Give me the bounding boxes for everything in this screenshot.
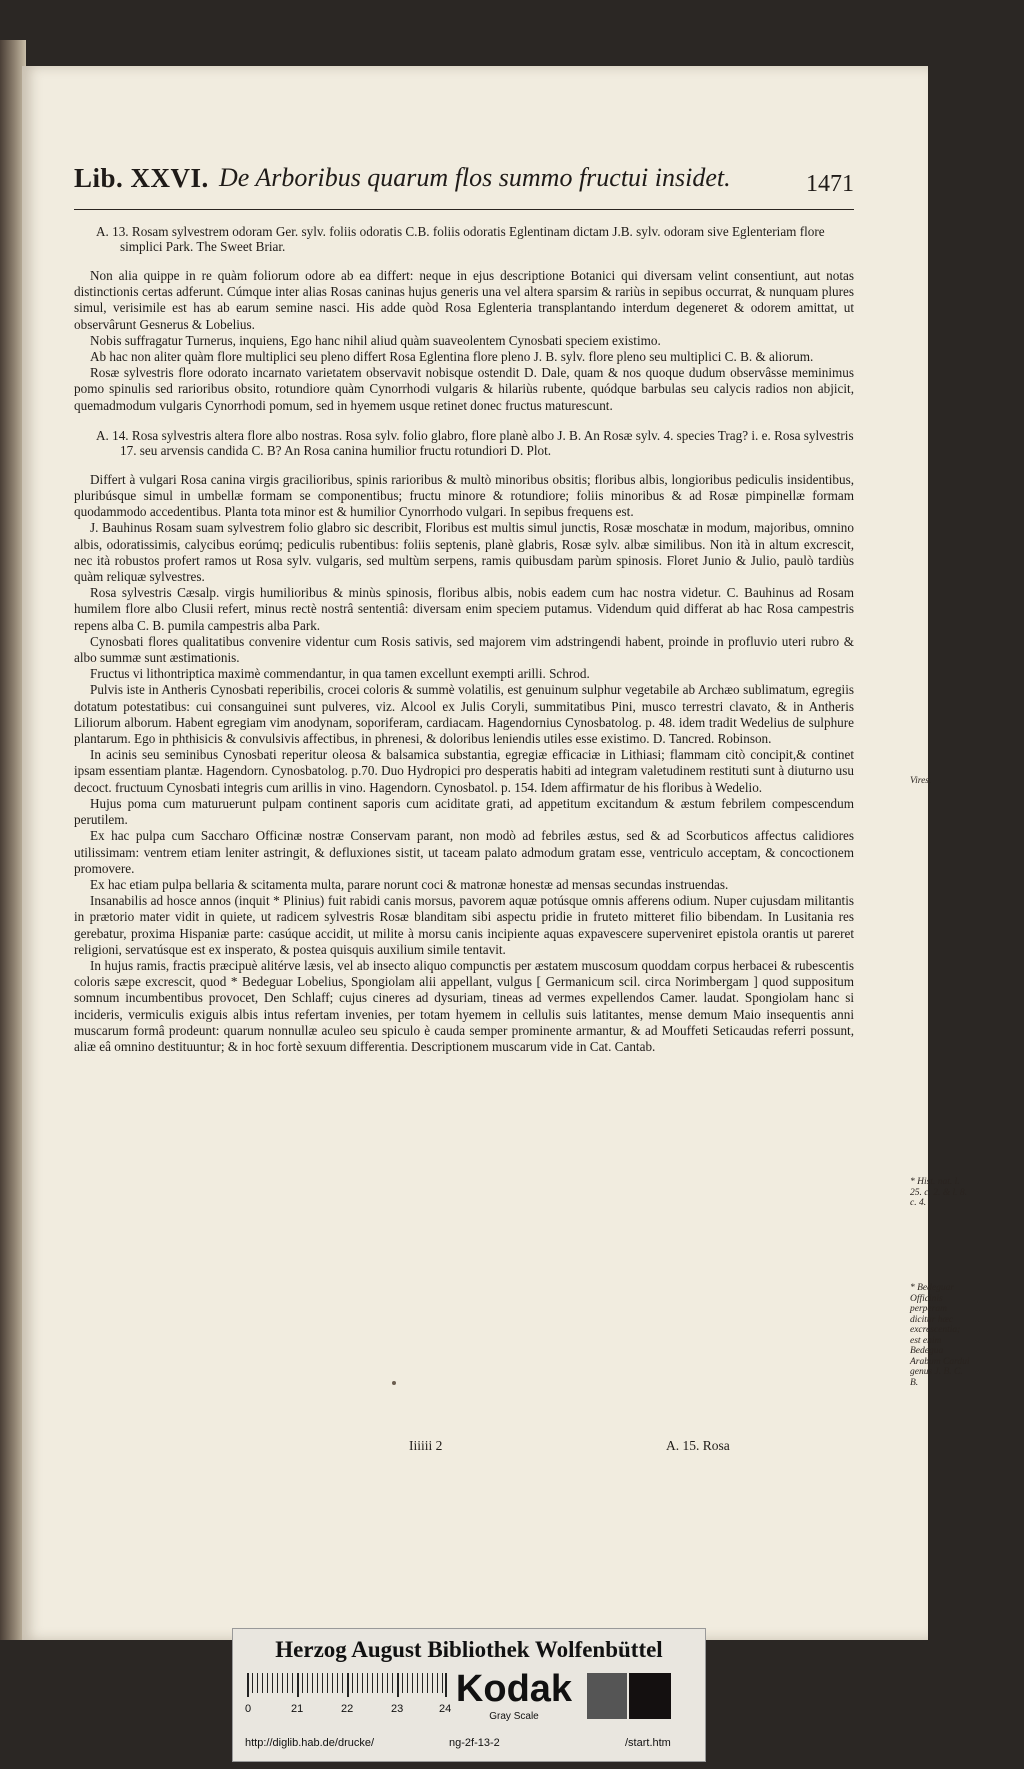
paragraph: Nobis suffragatur Turnerus, inquiens, Ego hanc nihil aliud quàm suaveolentem Cynosbati speciem existimo. (90, 332, 661, 348)
paragraph: In acinis seu seminibus Cynosbati reperitur oleosa & balsamica substantia, egregiæ efficaciæ in Lithiasi; flammam citò concipit,& continet ipsam essentiam plantæ. Hagendorn. Cynosbatolog. p.70. Duo Hydropici pro desperatis habiti ad integram valetudinem restituti sunt à diuturno usu decoct. fructuum Cynosbati integris cum arillis in vino. Hagendorn. Cynosbatol. p. 154. Idem affirmatur de his floribus à Wedelio. (74, 747, 854, 795)
paragraph: J. Bauhinus Rosam suam sylvestrem folio glabro sic describit, Floribus est multis simul junctis, Rosæ moschatæ in modum, majoribus, omnino albis, odoratissimis, calycibus eorúmq; pediculis rubentibus: foliis septenis, planè glabris, Rosæ sylv. albæ similibus. Non ità in altum excrescit, nec ità robustos profert ramos ut Rosa sylv. vulgaris, sed multùm serpens, ramis quibusdam parùm spinosis. Floret Junio & Julio, paulò tardiùs quàm reliquæ sylvestres. (74, 520, 854, 585)
black-patch (629, 1673, 671, 1719)
ruler-number: 0 (245, 1703, 252, 1715)
ink-speck (392, 1381, 396, 1385)
page-content (74, 161, 970, 1453)
margin-note-vires: Vires. (910, 776, 932, 786)
entry-13-text (74, 268, 854, 414)
kodak-logo: Kodak (455, 1668, 573, 1710)
url-left: http://diglib.hab.de/drucke/ (245, 1737, 375, 1749)
page-number: 1471 (806, 171, 854, 197)
paragraph: Rosæ sylvestris flore odorato incarnato varietatem observavit nobisque ostendit D. Dale, quam & nos quoque dudum observâsse meminimus pomo spinulis sed rarioribus obsito, rotundiore quàm Cynorrhodi vulgaris & hilariùs rubente, quódque barbulas seu calycis radios non abjicit, quemadmodum vulgaris Cynorrhodi pomum, sed in hyemem usque retinet donec fructus maturescunt. (74, 365, 854, 413)
paragraph: Hujus poma cum maturuerunt pulpam continent saporis cum aciditate grati, ad appetitum excitandum & æstum febrilem compescendum perutilem. (74, 795, 854, 828)
paragraph: Ab hac non aliter quàm flore multiplici seu pleno differt Rosa Eglentina flore pleno J. B. sylv. flore pleno seu multiplici C. B. & aliorum. (90, 349, 814, 365)
catchword: A. 15. Rosa (666, 1438, 730, 1453)
paragraph: Ex hac pulpa cum Saccharo Officinæ nostræ Conservam parant, non modò ad febriles æstus, sed & ad Scorbuticos affectus calidiores utilissimam: ventrem etiam leniter astringit, & defluxiones sistit, ut taceam palato admodum gratam esse, ventriculo acceptam, & concoctionem promovere. (74, 828, 854, 876)
ruler-number: 24 (439, 1703, 452, 1715)
paragraph: Differt à vulgari Rosa canina virgis gracilioribus, spinis rarioribus & multò minoribus obsitis; floribus albis, longioribus pediculis insidentibus, pluribúsque simul in umbellæ formam se componentibus; fructu minore & rotundiore; foliis minoribus & ad Rosæ pimpinellæ formam quodammodo accedentibus. Planta tota minor est & humilior Cynorrhodo vulgari. In sepibus frequens est. (74, 471, 854, 520)
ruler-number: 23 (391, 1703, 404, 1715)
paragraph: Cynosbati flores qualitatibus convenire videntur cum Rosis sativis, sed majorem vim adstringendi habent, proinde in profluvio uteri rubro & albo summæ sunt æstimationis. (74, 633, 854, 666)
gray-scale-label: Gray Scale (489, 1711, 539, 1722)
url-right: /start.htm (625, 1737, 671, 1749)
paragraph: Rosa sylvestris Cæsalp. virgis humilioribus & minùs spinosis, floribus albis, nobis eadem cum hac nostra videtur. C. Bauhinus ad Rosam humilem flore albo Clusii refert, minus rectè nostrâ sententiâ: diversam enim speciem putamus. Videndum quid differat ab hac Rosa campestris repens alba C. B. pumila campestris alba Park. (74, 585, 854, 633)
margin-note-bedeguar: * Bedeguar Officinis perperam dicitur hæc excrescentia; est enim Bedegua Arabum Cardui genus J. B. C. B. (910, 1283, 970, 1388)
entry-14-text (74, 472, 854, 1055)
margin-note-pliny: * Hist. nat. l. 25. c. 2. & l. 8. c. 4. (910, 1177, 967, 1208)
paragraph: Fructus vi lithontriptica maximè commendantur, in qua tamen excellunt exempti arilli. Schrod. (90, 666, 590, 682)
paragraph: Insanabilis ad hosce annos (inquit * Plinius) fuit rabidi canis morsus, pavorem aquæ potúsque omnis afferens odium. Nuper cujusdam militantis in prætorio mater vidit in quiete, ut radicem sylvestris Rosæ blanditam sibi aspectu pridie in fruteto mitteret filio bibendam. In Lusitania res gerebatur, proxima Hispaniæ parte: casúque accidit, ut milite à morsu canis incipiente aquas expavescere superveniret epistola orantis ut pareret religioni, servatúsque est ex insperato, & postea quisquis auxilium simile tentavit. (74, 893, 854, 957)
running-head (74, 161, 854, 210)
signature-mark: Iiiiii 2 (409, 1438, 443, 1453)
url-middle: ng-2f-13-2 (449, 1737, 500, 1749)
entry-heading-14: A. 14. Rosa sylvestris altera flore albo nostras. Rosa sylv. folio glabro, flore planè albo J. B. An Rosæ sylv. 4. species Trag? i. e. Rosa sylvestris 17. seu arvensis candida C. B? An Rosa canina humilior fructu rotundiori D. Plot. (96, 427, 854, 458)
catchline (74, 1438, 854, 1458)
book-number: Lib. XXVI. (74, 163, 209, 193)
paragraph: In hujus ramis, fractis præcipuè alitérve læsis, vel ab insecto aliquo compunctis per æstatem muscosum quoddam corpus herbacei & rubescentis coloris sæpe excrescit, quod * Bedeguar Lobelius, Spongiolam alii appellant, vulgus [ Germanicum scil. circa Norimbergam ] quod suppositum somnum incumbentibus provocet, Den Schlaff; cujus cineres ad dysuriam, tineas ad vermes expellendos Camer. laudat. Spongiolam hanc si incideris, vermiculis exiguis albis intus refertam invenies, per totam hyemem in cellulis suis latitantes, mense demum Maio insequentis anni muscarum formâ prodeunt: quarum nonnullæ aculeo seu spiculo è cauda semper prominente armantur, & ad Mouffeti Seticaudas referri possunt, aliæ eâ omnino destituuntur; & in hoc fortè sexuum differentia. Descriptionem muscarum vide in Cat. Cantab. (74, 957, 854, 1054)
ruler-number: 21 (291, 1703, 304, 1715)
ruler-number: 22 (341, 1703, 354, 1715)
paragraph: Ex hac etiam pulpa bellaria & scitamenta multa, parare norunt coci & matronæ honestæ ad mensas secundas instruendas. (90, 876, 729, 892)
book-page (22, 66, 970, 1640)
color-target-card (232, 1628, 706, 1762)
running-title: De Arboribus quarum flos summo fructui insidet. (219, 163, 731, 192)
paragraph: Pulvis iste in Antheris Cynosbati reperibilis, crocei coloris & summè volatilis, est genuinum sulphur vegetabile ab Archæo sublimatum, egregiis dotatum potestatibus: cui consanguinei sunt pulveres, viz. Alcool ex Julis Coryli, summitatibus Pini, musco terrestri clavato, & in Antheris Liliorum alborum. Habent egregiam vim anodynam, soporiferam, cardiacam. Hagendornius Cynosbatolog. p. 48. idem tradit Wedelius de sulphure plantarum. Ego in phthisicis & convulsivis affectibus, in phrenesi, & doloribus leniendis utiles esse existimo. D. Tancred. Robinson. (74, 682, 854, 747)
gray-patch (587, 1673, 627, 1719)
ruler-scale (247, 1673, 447, 1701)
library-name: Herzog August Bibliothek Wolfenbüttel (275, 1637, 663, 1662)
paragraph: Non alia quippe in re quàm foliorum odore ab ea differt: neque in ejus descriptione Botanici qui diversam velint consentiunt, aut notas distinctionis certas adferunt. Cúmque inter alias Rosas caninas hujus generis una vel altera sparsim & rariùs in sepibus occurrat, & nunquam plures simul, verisimile est has ab earum semine nasci. His adde quòd Rosa Eglenteria transplantando interdum degeneret & odorem amittat, ut observârunt Gesnerus & Lobelius. (74, 268, 854, 332)
entry-heading-13: A. 13. Rosam sylvestrem odoram Ger. sylv. foliis odoratis C.B. foliis odoratis Eglentinam dictam J.B. sylv. odoram sive Eglenteriam flore simplici Park. The Sweet Briar. (96, 224, 825, 254)
